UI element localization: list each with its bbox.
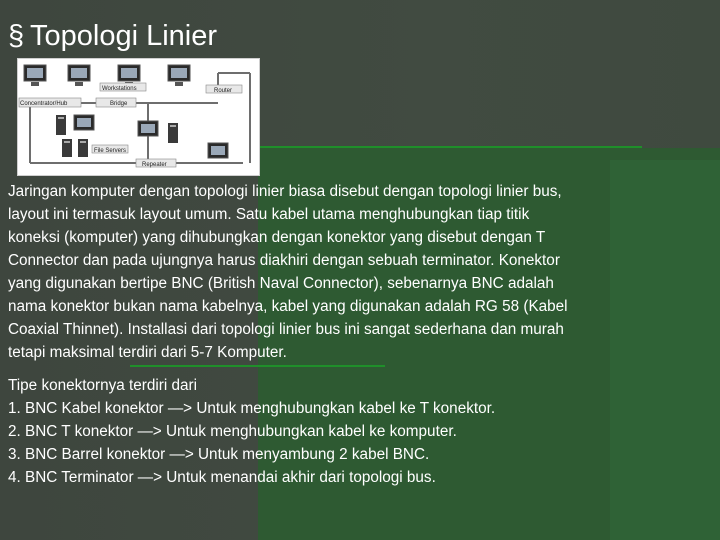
paragraph-line: Coaxial Thinnet). Installasi dari topologi linier bus ini sangat sederhana dan murah — [8, 321, 564, 338]
server-tower-icon — [78, 139, 88, 157]
paragraph-line: koneksi (komputer) yang dihubungkan dengan konektor yang disebut dengan T — [8, 229, 546, 246]
list-item: 2. BNC T konektor —> Untuk menghubungkan kabel ke komputer. — [8, 423, 457, 440]
server-tower-icon — [62, 139, 72, 157]
monitor-icon — [168, 65, 190, 86]
list-item: 3. BNC Barrel konektor —> Untuk menyambung 2 kabel BNC. — [8, 446, 430, 463]
list-intro: Tipe konektornya terdiri dari — [8, 377, 198, 394]
file-servers-label: File Servers — [94, 148, 127, 154]
decorative-line — [130, 365, 385, 367]
decorative-line — [258, 146, 642, 148]
monitor-icon — [68, 65, 90, 86]
monitor-icon — [24, 65, 46, 86]
paragraph-line: Jaringan komputer dengan topologi linier biasa disebut dengan topologi linier bus, — [8, 183, 562, 200]
repeater-label: Repeater — [142, 162, 167, 168]
connector-type-list — [8, 374, 708, 489]
paragraph-line: yang digunakan bertipe BNC (British Naval Connector), sebenarnya BNC adalah — [8, 275, 554, 292]
slide-title — [8, 18, 217, 54]
monitor-icon — [208, 143, 228, 158]
section-sign-icon: § — [8, 20, 25, 52]
list-item: 4. BNC Terminator —> Untuk menandai akhir dari topologi bus. — [8, 469, 436, 486]
server-tower-icon — [56, 115, 66, 135]
workstations-label: Workstations — [102, 86, 137, 92]
server-tower-icon — [168, 123, 178, 143]
concentrator-label: Concentrator/Hub — [20, 101, 68, 107]
bridge-label: Bridge — [110, 101, 128, 107]
router-label: Router — [214, 88, 233, 94]
paragraph-line: nama konektor bukan nama kabelnya, kabel yang digunakan adalah RG 58 (Kabel — [8, 298, 568, 315]
description-paragraph — [8, 180, 708, 364]
list-item: 1. BNC Kabel konektor —> Untuk menghubungkan kabel ke T konektor. — [8, 400, 496, 417]
paragraph-line: tetapi maksimal terdiri dari 5-7 Komputer. — [8, 344, 287, 361]
monitor-icon — [138, 121, 158, 136]
monitor-icon — [74, 115, 94, 130]
network-diagram — [17, 58, 260, 176]
slide-title-text: Topologi Linier — [30, 20, 218, 52]
paragraph-line: layout ini termasuk layout umum. Satu kabel utama menghubungkan tiap titik — [8, 206, 530, 223]
bus-topology-illustration — [18, 59, 259, 175]
paragraph-line: Connector dan pada ujungnya harus diakhiri dengan sebuah terminator. Konektor — [8, 252, 560, 269]
